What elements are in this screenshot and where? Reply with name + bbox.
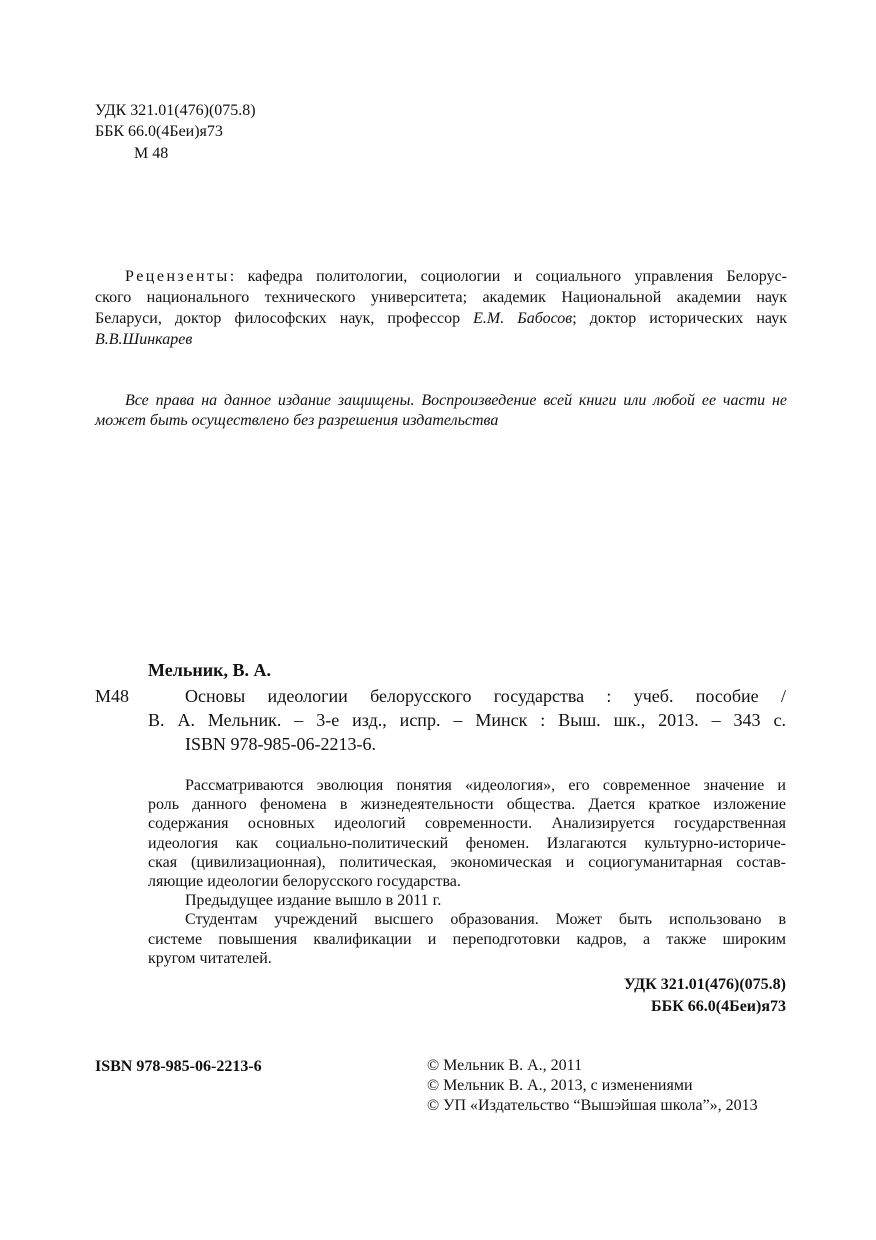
bib-isbn-line: ISBN 978-985-06-2213-6. [185,734,376,754]
annotation-line: идеология как социально-политический феномен. Излагаются культурно-историче- [148,834,786,852]
audience-line: кругом читателей. [148,949,272,967]
udk-code-top: УДК 321.01(476)(075.8) [95,102,256,119]
audience-line: Студентам учреждений высшего образования. Может быть использовано в [185,911,786,929]
bbk-code-bottom: ББК 66.0(4Беи)я73 [651,998,786,1015]
bib-title-line: Основы идеологии белорусского государства : учеб. пособие / [185,686,786,706]
author-sign-top: М 48 [134,145,169,162]
reviewer-name: В.В.Шинкарев [95,331,193,348]
reviewers-line-3: Беларуси, доктор философских наук, профессор Е.М. Бабосов; доктор исторических наук [95,310,787,327]
annotation-line: роль данного феномена в жизнедеятельности общества. Дается краткое изложение [148,796,786,814]
previous-edition-note: Предыдущее издание вышло в 2011 г. [185,892,442,910]
rights-line-1: Все права на данное издание защищены. Воспроизведение всей книги или любой ее части не [125,392,787,409]
copyright-block [427,1056,758,1116]
copyright-line: © Мельник В. А., 2013, с изменениями [427,1077,693,1094]
reviewer-name: Е.М. Бабосов [473,310,573,327]
copyright-line: © Мельник В. А., 2011 [427,1057,583,1074]
annotation-line: содержания основных идеологий современности. Анализируется государственная [148,815,786,833]
isbn-footer: ISBN 978-985-06-2213-6 [95,1058,262,1075]
reviewers-label: Рецензенты [125,268,230,285]
udk-code-bottom: УДК 321.01(476)(075.8) [623,976,786,993]
annotation-line: Рассматриваются эволюция понятия «идеология», его современное значение и [185,777,786,794]
bib-publication-line: В. А. Мельник. – 3-е изд., испр. – Минск : Выш. шк., 2013. – 343 с. [148,710,786,730]
bib-author: Мельник, В. А. [148,660,271,680]
bibliographic-record [148,684,786,756]
rights-line-2: может быть осуществлено без разрешения издательства [95,412,499,429]
copyright-line: © УП «Издательство “Вышэйшая школа”», 2013 [427,1097,758,1114]
reviewers-line-1: Рецензенты: кафедра политологии, социологии и социального управления Белорус- [125,268,787,285]
reviewers-line-2: ского национального технического университета; академик Национальной академии наук [95,289,787,306]
audience-line: системе повышения квалификации и переподготовки кадров, а также широким [148,930,786,948]
bbk-code-top: ББК 66.0(4Беи)я73 [95,123,223,140]
reviewers-block [95,266,787,350]
bib-author-sign: М48 [95,686,130,706]
annotation-line: ляющие идеологии белорусского государства. [148,873,461,891]
rights-notice [95,391,787,431]
annotation-line: ская (цивилизационная), политическая, экономическая и социогуманитарная состав- [148,853,786,871]
annotation [148,776,786,968]
